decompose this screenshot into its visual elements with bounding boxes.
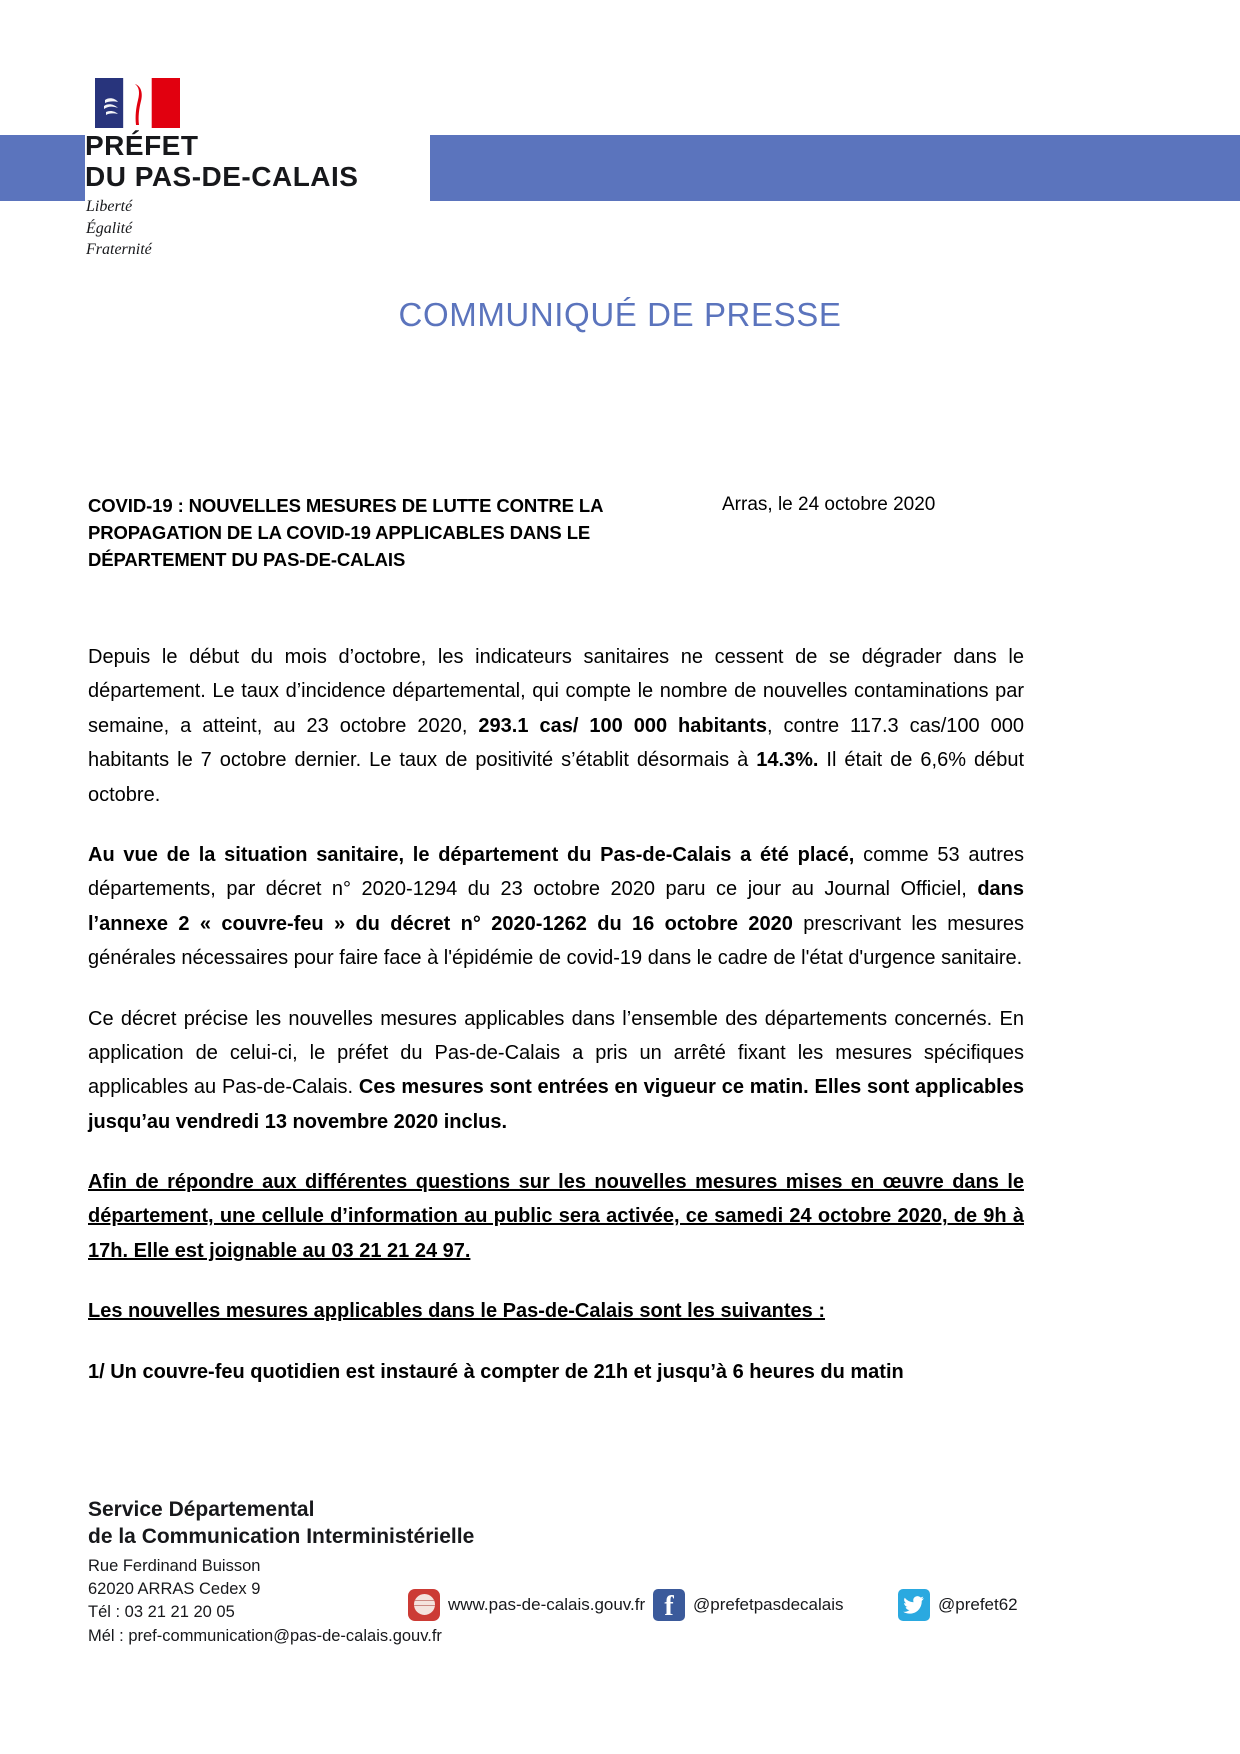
- paragraph-indicators: [88, 640, 1024, 812]
- paragraph-info-cell: [88, 1165, 1024, 1268]
- page-title: COMMUNIQUÉ DE PRESSE: [398, 296, 842, 333]
- footer-address: [88, 1555, 442, 1649]
- document-body: [88, 620, 1024, 1399]
- p4-underlined-bold: Afin de répondre aux différentes questions sur les nouvelles mesures mises en œuvre dans le département, une cellule d’information au public sera activée, ce samedi 24 octobre 2020, de 9h à 17h. Elle est joignable au 03 21 21 24 97.: [88, 1171, 1024, 1262]
- footer-service-line2: de la Communication Interministérielle: [88, 1525, 475, 1549]
- facebook-label: @prefetpasdecalais: [693, 1594, 844, 1614]
- motto-egalite: Égalité: [86, 219, 133, 237]
- p2-text-d: prescrivant les mesures générales nécessaires pour faire face à l'épidémie de covid-19 dans le cadre de l'état d'urgence sanitaire.: [88, 912, 1024, 970]
- footer-phone: Tél : 03 21 21 20 05: [88, 1603, 235, 1622]
- place-date: Arras, le 24 octobre 2020: [722, 494, 936, 515]
- motto-fraternite: Fraternité: [86, 241, 152, 259]
- footer-street: Rue Ferdinand Buisson: [88, 1556, 261, 1575]
- facebook-icon: f: [653, 1589, 685, 1621]
- p1-positivity-rate: 14.3%.: [756, 749, 819, 772]
- prefet-title-line1: PRÉFET: [85, 130, 199, 161]
- document-footer: [88, 1496, 1158, 1665]
- twitter-icon: [898, 1589, 930, 1621]
- footer-contact-row: [88, 1555, 1158, 1665]
- footer-service-line1: Service Départemental: [88, 1498, 315, 1521]
- website-link[interactable]: [408, 1589, 645, 1621]
- motto-liberte: Liberté: [86, 198, 133, 215]
- subject-heading: COVID-19 : NOUVELLES MESURES DE LUTTE CONTRE LA PROPAGATION DE LA COVID-19 APPLICABLES DANS LE DÉPARTEMENT DU PAS-DE-CALAIS: [88, 495, 603, 570]
- p3-validity-bold: Ces mesures sont entrées en vigueur ce matin. Elles sont applicables jusqu’au vendredi 13 novembre 2020 inclus.: [88, 1076, 1024, 1133]
- footer-city: 62020 ARRAS Cedex 9: [88, 1580, 261, 1599]
- p2-text-b: comme 53 autres départements, par décret n° 2020-1294 du 23 octobre 2020 paru ce jour au Journal Officiel,: [88, 843, 1024, 901]
- subject-date-row: [88, 492, 1152, 573]
- republic-motto: [86, 196, 152, 261]
- measure-item-1: 1/ Un couvre-feu quotidien est instauré à compter de 21h et jusqu’à 6 heures du matin: [88, 1360, 904, 1383]
- website-label: www.pas-de-calais.gouv.fr: [448, 1594, 646, 1614]
- p3-text-a: Ce décret précise les nouvelles mesures applicables dans l’ensemble des départements concernés. En application de celui-ci, le préfet du Pas-de-Calais a pris un arrêté fixant les mesures spécifiques applicables au Pas-de-Calais.: [88, 1007, 1024, 1099]
- paragraph-decree: [88, 838, 1024, 976]
- p2-bold-lead: Au vue de la situation sanitaire, le département du Pas-de-Calais a été placé,: [88, 843, 855, 866]
- globe-icon: [408, 1589, 440, 1621]
- new-measures-heading: Les nouvelles mesures applicables dans le Pas-de-Calais sont les suivantes :: [88, 1300, 825, 1323]
- document-header: [0, 0, 1240, 300]
- footer-service-name: [88, 1496, 1158, 1551]
- footer-email: Mél : pref-communication@pas-de-calais.gouv.fr: [88, 1626, 442, 1645]
- facebook-link[interactable]: [653, 1589, 844, 1621]
- p1-text-e: Il était de 6,6% début octobre.: [88, 749, 1024, 806]
- paragraph-measures-scope: [88, 1002, 1024, 1140]
- twitter-link[interactable]: [898, 1589, 1018, 1621]
- p1-incidence-rate: 293.1 cas/ 100 000 habitants: [478, 714, 767, 737]
- p2-annexe-reference: dans l’annexe 2 « couvre-feu » du décret n° 2020-1262 du 16 octobre 2020: [88, 878, 1024, 935]
- p1-text-a: Depuis le début du mois d’octobre, les indicateurs sanitaires ne cessent de se dégrader dans le département. Le taux d’incidence départemental, qui compte le nombre de nouvelles contaminations par semaine, a atteint, au 23 octobre 2020,: [88, 646, 1024, 737]
- p1-text-c: , contre 117.3 cas/100 000 habitants le 7 octobre dernier. Le taux de positivité s’établit désormais à: [88, 714, 1024, 772]
- prefet-title-line2: DU PAS-DE-CALAIS: [85, 161, 359, 193]
- twitter-label: @prefet62: [938, 1594, 1018, 1614]
- marianne-logo-icon: [95, 78, 180, 128]
- prefet-title: [85, 130, 358, 193]
